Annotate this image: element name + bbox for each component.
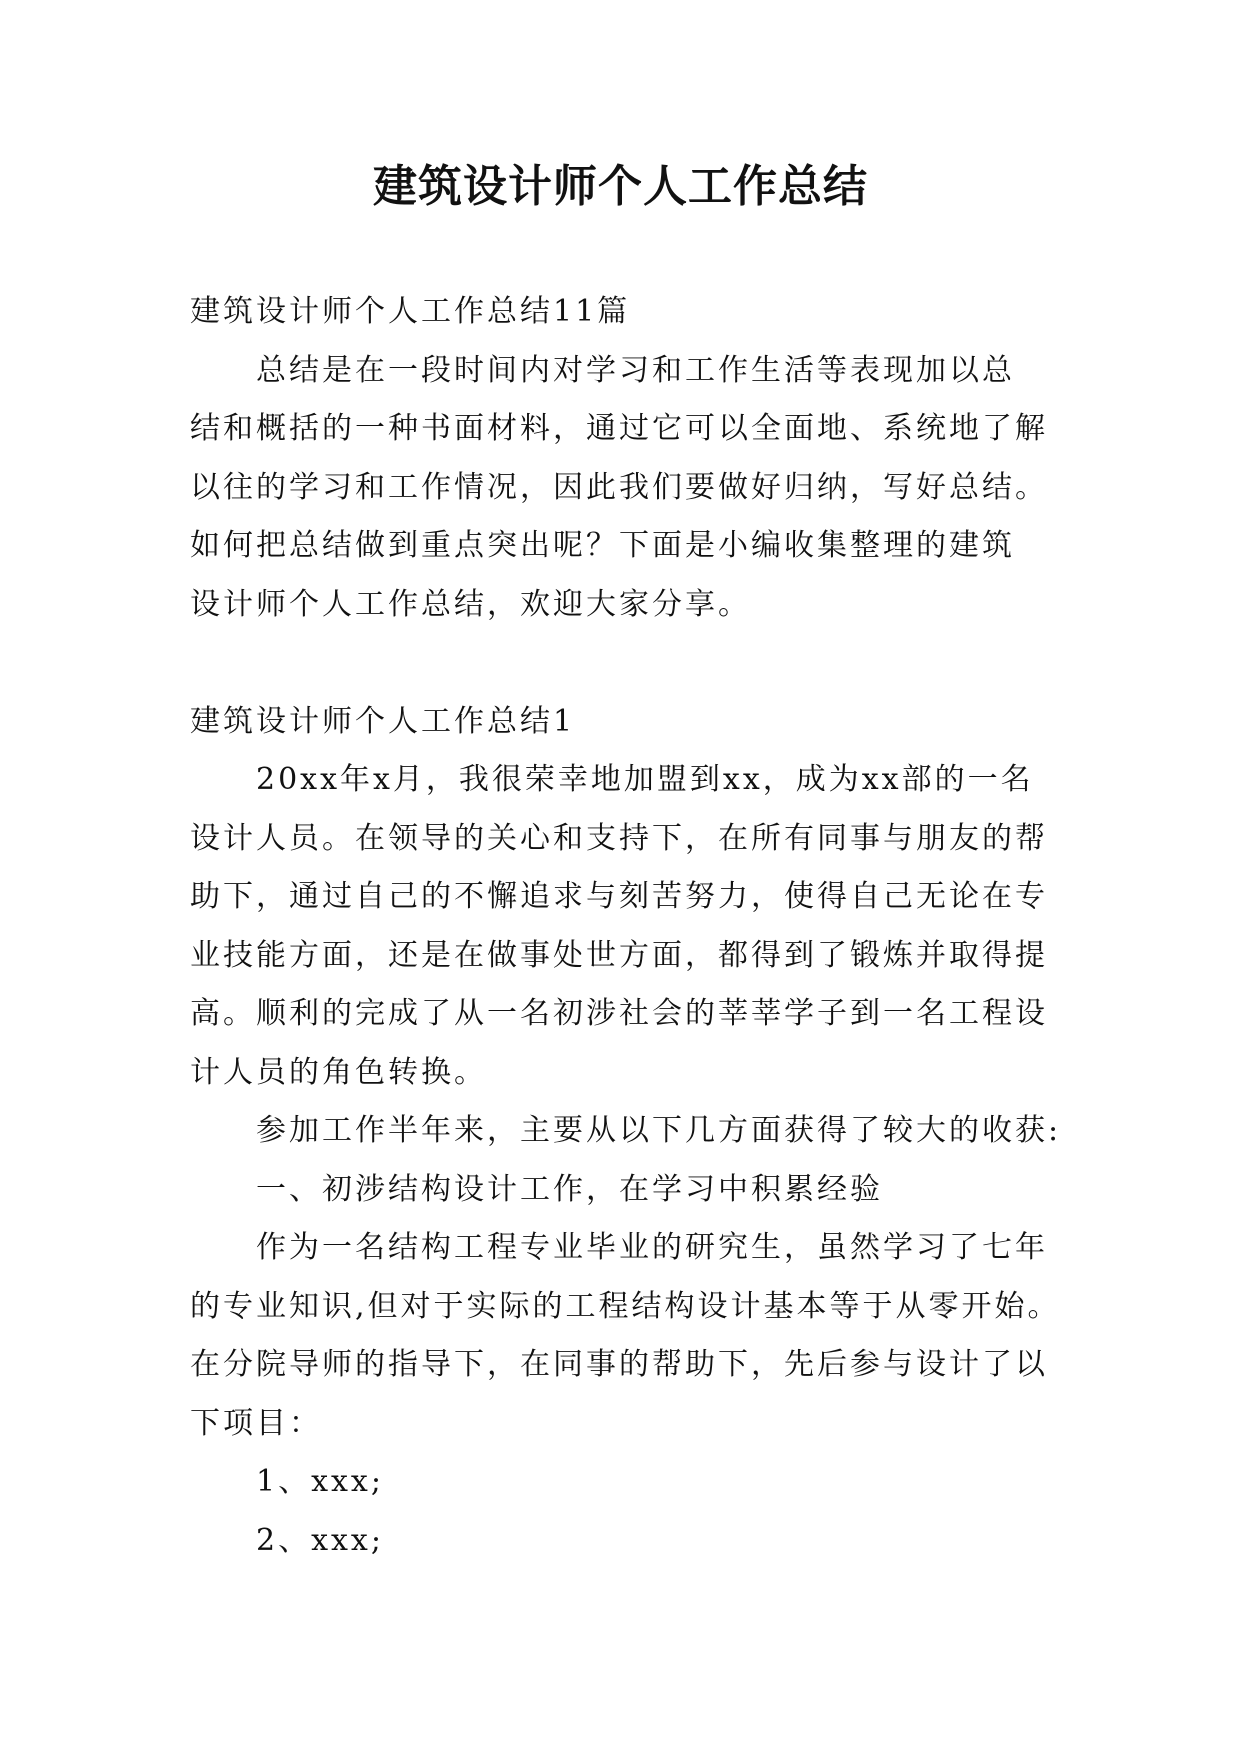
document-title: 建筑设计师个人工作总结: [373, 161, 868, 212]
intro-line: 以往的学习和工作情况，因此我们要做好归纳，写好总结。: [190, 469, 1048, 505]
paragraph-line: 助下，通过自己的不懈追求与刻苦努力，使得自己无论在专: [190, 879, 1048, 914]
document-subtitle: 建筑设计师个人工作总结11篇: [190, 294, 631, 329]
intro-line: 结和概括的一种书面材料，通过它可以全面地、系统地了解: [190, 411, 1048, 446]
point-heading: 一、初涉结构设计工作，在学习中积累经验: [256, 1171, 883, 1207]
paragraph-spacer: [190, 634, 1070, 693]
paragraph-line: 高。顺利的完成了从一名初涉社会的莘莘学子到一名工程设: [190, 996, 1048, 1031]
paragraph-line: 20xx年x月，我很荣幸地加盟到xx，成为xx部的一名: [256, 762, 1034, 797]
paragraph-line: 作为一名结构工程专业毕业的研究生，虽然学习了七年: [256, 1230, 1048, 1265]
list-item: 1、xxx;: [256, 1464, 384, 1499]
paragraph-line: 业技能方面，还是在做事处世方面，都得到了锻炼并取得提: [190, 937, 1048, 973]
paragraph-line: 设计人员。在领导的关心和支持下，在所有同事与朋友的帮: [190, 820, 1048, 856]
intro-line: 如何把总结做到重点突出呢？下面是小编收集整理的建筑: [190, 528, 1015, 563]
section-heading: 建筑设计师个人工作总结1: [190, 703, 576, 739]
paragraph-line: 在分院导师的指导下，在同事的帮助下，先后参与设计了以: [190, 1347, 1048, 1382]
paragraph-line: 下项目：: [190, 1405, 322, 1441]
list-item: 2、xxx;: [256, 1522, 384, 1558]
paragraph-line: 参加工作半年来，主要从以下几方面获得了较大的收获:: [256, 1113, 1062, 1148]
intro-line: 总结是在一段时间内对学习和工作生活等表现加以总: [256, 352, 1015, 388]
document-body: [190, 283, 1070, 1570]
paragraph-line: 的专业知识,但对于实际的工程结构设计基本等于从零开始。: [190, 1288, 1061, 1324]
intro-line: 设计师个人工作总结，欢迎大家分享。: [190, 586, 751, 622]
paragraph-line: 计人员的角色转换。: [190, 1054, 487, 1090]
